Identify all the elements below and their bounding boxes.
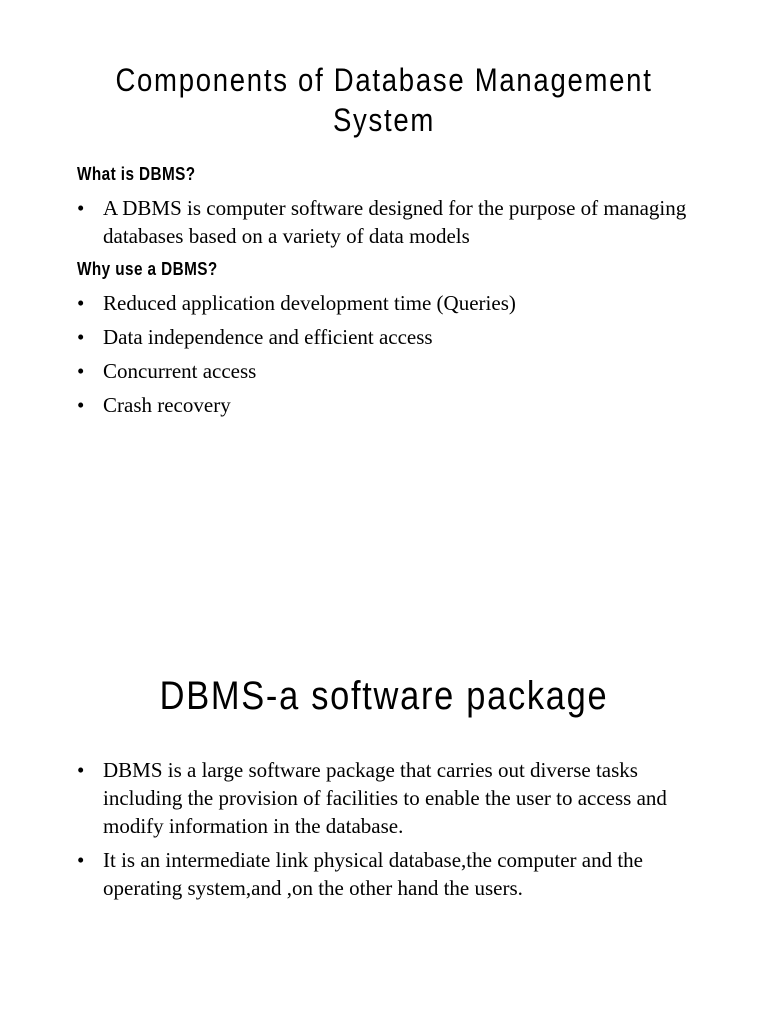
bullet-glyph: •	[77, 359, 85, 383]
list-item	[77, 194, 697, 250]
list-item-text: Data independence and efficient access	[103, 325, 433, 349]
list-item	[77, 323, 697, 351]
list-item-text: Crash recovery	[103, 393, 231, 417]
bullet-glyph: •	[77, 291, 85, 315]
list-item	[77, 391, 697, 419]
list-item-text: A DBMS is computer software designed for the purpose of managing databases based on a variety of data models	[103, 196, 687, 248]
bullet-glyph: •	[77, 196, 85, 220]
list-item	[77, 357, 697, 385]
slide-title: Components of Database Management System	[115, 62, 653, 138]
bullet-glyph: •	[77, 758, 85, 782]
list-item-text: Reduced application development time (Queries)	[103, 291, 516, 315]
slide-title: DBMS-a software package	[159, 674, 609, 718]
bullet-list-what-is-dbms	[77, 194, 697, 256]
section-heading-what-is-dbms: What is DBMS?	[77, 164, 196, 184]
list-item-text: Concurrent access	[103, 359, 257, 383]
bullet-glyph: •	[77, 393, 85, 417]
bullet-glyph: •	[77, 848, 85, 872]
list-item-text: It is an intermediate link physical database,the computer and the operating system,and ,on the other hand the users.	[103, 848, 643, 900]
bullet-list-dbms-package	[77, 756, 697, 908]
list-item	[77, 289, 697, 317]
section-heading-why-use-dbms: Why use a DBMS?	[77, 259, 218, 279]
list-item	[77, 756, 697, 840]
list-item-text: DBMS is a large software package that carries out diverse tasks including the provision of facilities to enable the user to access and modify information in the database.	[103, 758, 667, 838]
list-item	[77, 846, 697, 902]
slide-dbms-software-package	[0, 512, 768, 1024]
bullet-list-why-use-dbms	[77, 289, 697, 425]
bullet-glyph: •	[77, 325, 85, 349]
